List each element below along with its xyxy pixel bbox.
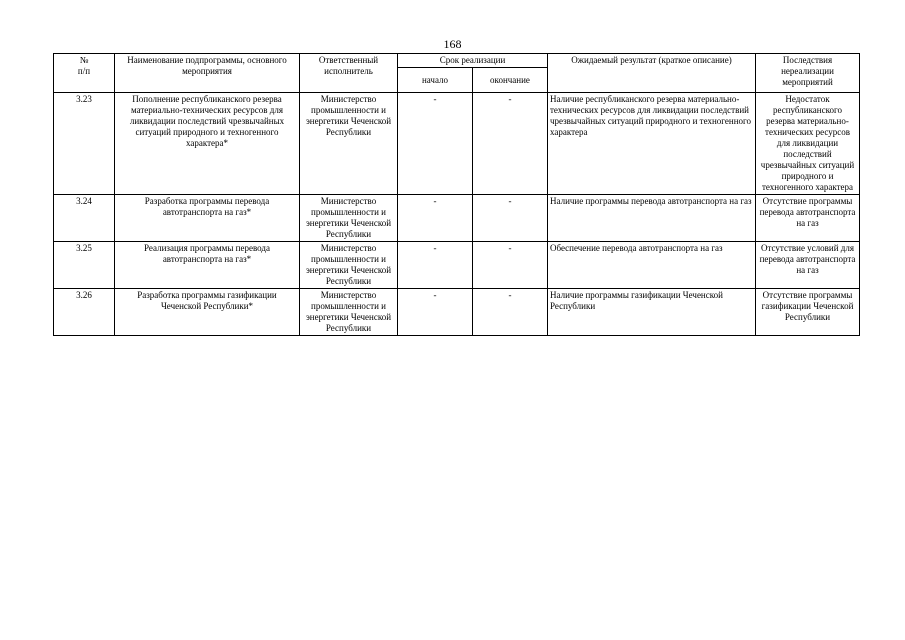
header-executor: Ответственный исполнитель	[300, 54, 398, 93]
header-result: Ожидаемый результат (краткое описание)	[548, 54, 756, 93]
row-executor: Министерство промышленности и энергетики Чеченской Республики	[300, 242, 398, 289]
table-header-row	[54, 54, 860, 68]
row-result: Наличие программы газификации Чеченской Республики	[548, 289, 756, 336]
row-start: -	[398, 93, 473, 195]
row-name: Пополнение республиканского резерва материально-технических ресурсов для ликвидации последствий чрезвычайных ситуаций природного и техногенного характера*	[115, 93, 300, 195]
row-end: -	[473, 195, 548, 242]
row-num: 3.26	[54, 289, 115, 336]
header-num-line2: п/п	[77, 66, 91, 76]
row-start: -	[398, 289, 473, 336]
row-start: -	[398, 242, 473, 289]
table-row	[54, 93, 860, 195]
row-num: 3.25	[54, 242, 115, 289]
row-name: Реализация программы перевода автотранспорта на газ*	[115, 242, 300, 289]
header-end: окончание	[473, 68, 548, 93]
row-end: -	[473, 93, 548, 195]
row-start: -	[398, 195, 473, 242]
page-number: 168	[443, 37, 462, 51]
row-executor: Министерство промышленности и энергетики Чеченской Республики	[300, 289, 398, 336]
row-end: -	[473, 289, 548, 336]
row-result: Наличие программы перевода автотранспорта на газ	[548, 195, 756, 242]
table-row	[54, 242, 860, 289]
table-row	[54, 195, 860, 242]
row-end: -	[473, 242, 548, 289]
row-consequences: Отсутствие условий для перевода автотранспорта на газ	[756, 242, 860, 289]
row-executor: Министерство промышленности и энергетики Чеченской Республики	[300, 93, 398, 195]
row-result: Обеспечение перевода автотранспорта на газ	[548, 242, 756, 289]
header-start: начало	[398, 68, 473, 93]
header-consequences: Последствия нереализации мероприятий	[756, 54, 860, 93]
row-num: 3.24	[54, 195, 115, 242]
header-num	[54, 54, 115, 93]
row-consequences: Отсутствие программы перевода автотранспорта на газ	[756, 195, 860, 242]
row-name: Разработка программы перевода автотранспорта на газ*	[115, 195, 300, 242]
row-name: Разработка программы газификации Чеченской Республики*	[115, 289, 300, 336]
measures-table	[53, 53, 860, 336]
row-result: Наличие республиканского резерва материально-технических ресурсов для ликвидации последствий чрезвычайных ситуаций природного и техногенного характера	[548, 93, 756, 195]
row-consequences: Отсутствие программы газификации Чеченской Республики	[756, 289, 860, 336]
header-num-line1: №	[79, 55, 89, 65]
row-consequences: Недостаток республиканского резерва материально-технических ресурсов для ликвидации последствий чрезвычайных ситуаций природного и техногенного характера	[756, 93, 860, 195]
row-num: 3.23	[54, 93, 115, 195]
header-name: Наименование подпрограммы, основного мероприятия	[115, 54, 300, 93]
row-executor: Министерство промышленности и энергетики Чеченской Республики	[300, 195, 398, 242]
header-period: Срок реализации	[398, 54, 548, 68]
table-row	[54, 289, 860, 336]
